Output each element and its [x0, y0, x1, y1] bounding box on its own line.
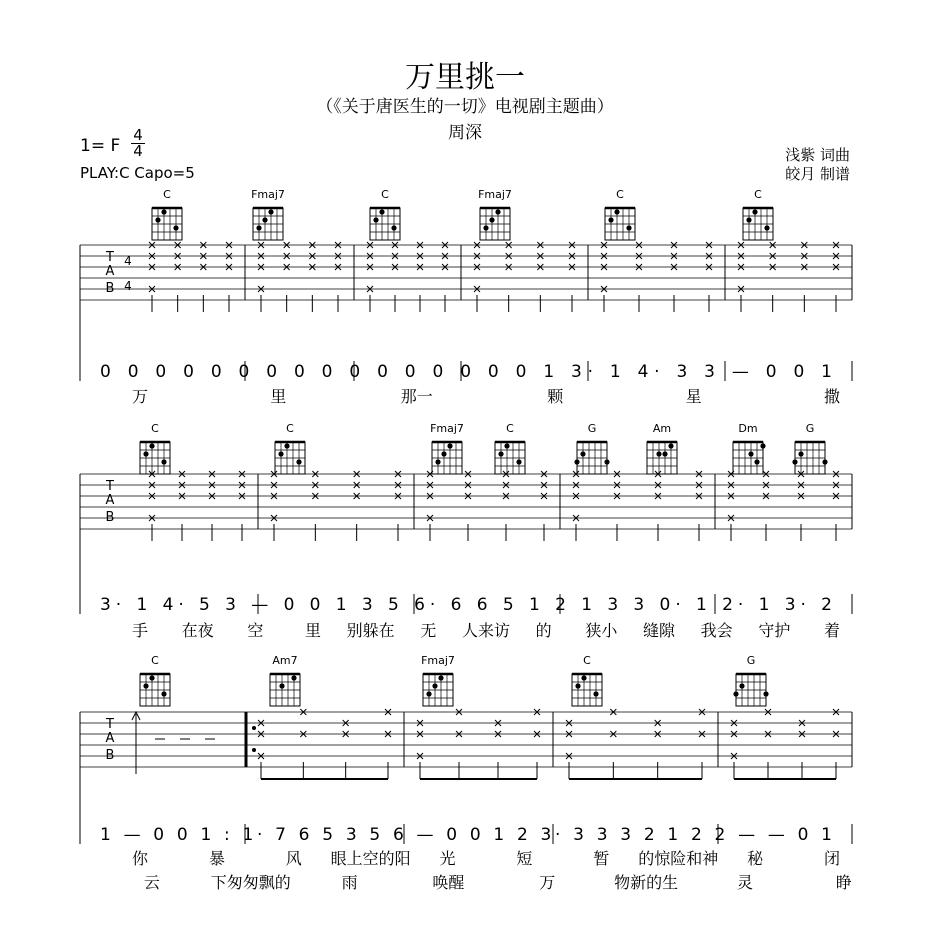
- lyric-word: 撒: [823, 387, 841, 406]
- lyric-word: 暂: [593, 849, 610, 868]
- chord-finger-dot: [268, 209, 273, 214]
- chord-finger-dot: [581, 675, 586, 680]
- chord-finger-dot: [614, 209, 619, 214]
- lyric-word: 唤醒: [432, 873, 465, 892]
- tab-clef-letter: B: [105, 748, 115, 763]
- chord-finger-dot: [626, 225, 631, 230]
- chord-finger-dot: [495, 209, 500, 214]
- chord-finger-dot: [504, 443, 509, 448]
- tab-clef-letter: A: [105, 731, 115, 746]
- chord-finger-dot: [516, 459, 521, 464]
- numbered-line: 1 — 0 0 1 : 1· 7 6 5 3 5 6 — 0 0 1 2 3· 3 3 3 2 1 2 2 — — 0 1: [99, 825, 833, 845]
- tab-marks: [132, 242, 839, 779]
- repeat-dot: [252, 726, 256, 730]
- chord-finger-dot: [155, 217, 160, 222]
- chord-finger-dot: [262, 217, 267, 222]
- tab-clef-letter: A: [105, 264, 115, 279]
- lyric-word: 万: [539, 873, 556, 892]
- chord-finger-dot: [149, 675, 154, 680]
- lyric-word: 颗: [547, 387, 564, 406]
- lyric-word: 短: [516, 849, 533, 868]
- chord-name: Dm: [738, 422, 758, 435]
- chord-name: Fmaj7: [478, 188, 512, 201]
- chord-finger-dot: [173, 225, 178, 230]
- lyric-word: 别躲在: [346, 621, 395, 640]
- numbered-line: 3· 1 4· 5 3 — 0 0 1 3 5 6· 6 6 5 1 2 1 3 3 0· 1 2· 1 3· 2: [99, 595, 833, 615]
- chord-finger-dot: [441, 451, 446, 456]
- chord-finger-dot: [733, 691, 738, 696]
- lyric-word: 你: [131, 849, 149, 868]
- chord-finger-dot: [161, 459, 166, 464]
- chord-name: Fmaj7: [251, 188, 285, 201]
- lyric-word: 空: [247, 621, 264, 640]
- chord-finger-dot: [764, 225, 769, 230]
- chord-name: C: [506, 422, 514, 435]
- chord-finger-dot: [432, 683, 437, 688]
- artist-name: 周深: [448, 123, 482, 143]
- chord-finger-dot: [284, 443, 289, 448]
- play-capo-info: PLAY:C Capo=5: [80, 164, 195, 182]
- lyric-word: 里: [270, 387, 287, 406]
- chord-finger-dot: [656, 451, 661, 456]
- chord-finger-dot: [754, 459, 759, 464]
- chord-name: Am: [652, 422, 672, 435]
- lyrics: [132, 387, 852, 892]
- tab-clef-letter: B: [105, 281, 115, 296]
- chord-finger-dot: [662, 451, 667, 456]
- chord-finger-dot: [575, 683, 580, 688]
- chord-finger-dot: [143, 683, 148, 688]
- chord-finger-dot: [256, 225, 261, 230]
- tab-clef-letter: T: [106, 479, 114, 494]
- lyric-word: 光: [439, 849, 456, 868]
- chord-name: G: [746, 654, 756, 667]
- chord-name: C: [163, 188, 171, 201]
- chord-name: C: [754, 188, 762, 201]
- lyric-word: 睁: [835, 873, 852, 892]
- lyric-word: 风: [285, 849, 302, 868]
- chord-name: C: [583, 654, 591, 667]
- chord-finger-dot: [574, 459, 579, 464]
- tab-time-sig-top: 4: [124, 254, 132, 268]
- lyric-word: 眼上空的阳: [330, 849, 411, 868]
- chord-finger-dot: [435, 459, 440, 464]
- lyric-word: 守护: [758, 621, 791, 640]
- time-signature-bottom: 4: [131, 143, 145, 159]
- song-subtitle: （《关于唐医生的一切》电视剧主题曲）: [316, 97, 614, 117]
- lyric-word: 那一: [400, 387, 433, 406]
- chord-name: C: [381, 188, 389, 201]
- chord-finger-dot: [143, 451, 148, 456]
- tab-clef-letter: T: [106, 717, 114, 732]
- chord-name: C: [151, 422, 159, 435]
- lyric-word: 灵: [736, 873, 754, 892]
- numbered-line: 0 0 0 0 0 0 0 0 0 0 0 0 0 0 0 0 1 3· 1 4· 3 3 — 0 0 1: [100, 362, 832, 382]
- chord-finger-dot: [798, 451, 803, 456]
- lyric-word: 的惊险和神: [638, 849, 719, 868]
- lyric-word: 闭: [823, 849, 841, 868]
- lyric-word: 里: [304, 621, 322, 640]
- lyric-word: 云: [143, 873, 160, 892]
- chord-name: G: [587, 422, 597, 435]
- time-signature-top: 4: [133, 126, 143, 144]
- lyric-word: 无: [420, 621, 437, 640]
- credits-transcriber: 皎月 制谱: [785, 165, 850, 183]
- chord-finger-dot: [489, 217, 494, 222]
- chord-finger-dot: [426, 691, 431, 696]
- numbered-notation: [100, 362, 832, 845]
- lyric-word: 下匆匆飘的: [210, 873, 291, 892]
- chord-name: C: [286, 422, 294, 435]
- lyric-word: 在夜: [181, 621, 214, 640]
- chord-finger-dot: [792, 459, 797, 464]
- chord-finger-dot: [373, 217, 378, 222]
- chord-finger-dot: [498, 451, 503, 456]
- chord-finger-dot: [822, 459, 827, 464]
- chord-finger-dot: [161, 209, 166, 214]
- chord-finger-dot: [763, 691, 768, 696]
- chord-finger-dot: [296, 459, 301, 464]
- chord-finger-dot: [483, 225, 488, 230]
- song-title: 万里挑一: [405, 60, 525, 95]
- chord-finger-dot: [593, 691, 598, 696]
- chord-finger-dot: [668, 443, 673, 448]
- chord-finger-dot: [149, 443, 154, 448]
- lyric-word: 我会: [700, 621, 733, 640]
- chord-finger-dot: [291, 675, 296, 680]
- lyric-word: 狭小: [585, 621, 618, 640]
- lyric-word: 缝隙: [642, 621, 676, 640]
- chord-name: C: [616, 188, 624, 201]
- chord-finger-dot: [752, 209, 757, 214]
- lyric-word: 秘: [747, 849, 764, 868]
- lyric-word: 的: [535, 621, 552, 640]
- chord-finger-dot: [760, 443, 765, 448]
- chord-finger-dot: [748, 451, 753, 456]
- lyric-word: 手: [131, 621, 149, 640]
- chord-finger-dot: [391, 225, 396, 230]
- tab-clef-letter: T: [106, 250, 114, 265]
- lyric-word: 物新的生: [614, 873, 679, 892]
- chord-finger-dot: [608, 217, 613, 222]
- chord-finger-dot: [739, 683, 744, 688]
- chord-finger-dot: [278, 451, 283, 456]
- chord-finger-dot: [438, 675, 443, 680]
- chord-finger-dot: [379, 209, 384, 214]
- repeat-dot: [252, 748, 256, 752]
- tab-clef-letter: A: [105, 493, 115, 508]
- chord-name: Fmaj7: [430, 422, 464, 435]
- lyric-word: 人来访: [461, 621, 511, 640]
- chord-finger-dot: [580, 451, 585, 456]
- lyric-word: 暴: [208, 849, 225, 868]
- lyric-word: 着: [823, 621, 841, 640]
- chord-finger-dot: [279, 683, 284, 688]
- chord-name: Fmaj7: [421, 654, 455, 667]
- chord-finger-dot: [746, 217, 751, 222]
- lyric-word: 雨: [341, 873, 358, 892]
- chord-name: Am7: [272, 654, 298, 667]
- key-signature: 1= F: [80, 136, 121, 156]
- tab-clef-letter: B: [105, 510, 115, 525]
- lyric-word: 星: [685, 387, 702, 406]
- chord-name: G: [805, 422, 815, 435]
- tab-time-sig-bottom: 4: [124, 279, 132, 293]
- lyric-word: 万: [131, 387, 149, 406]
- chord-finger-dot: [447, 443, 452, 448]
- chord-finger-dot: [161, 691, 166, 696]
- chord-finger-dot: [604, 459, 609, 464]
- chord-name: C: [151, 654, 159, 667]
- credits-lyrics-music: 浅紫 词曲: [785, 146, 850, 164]
